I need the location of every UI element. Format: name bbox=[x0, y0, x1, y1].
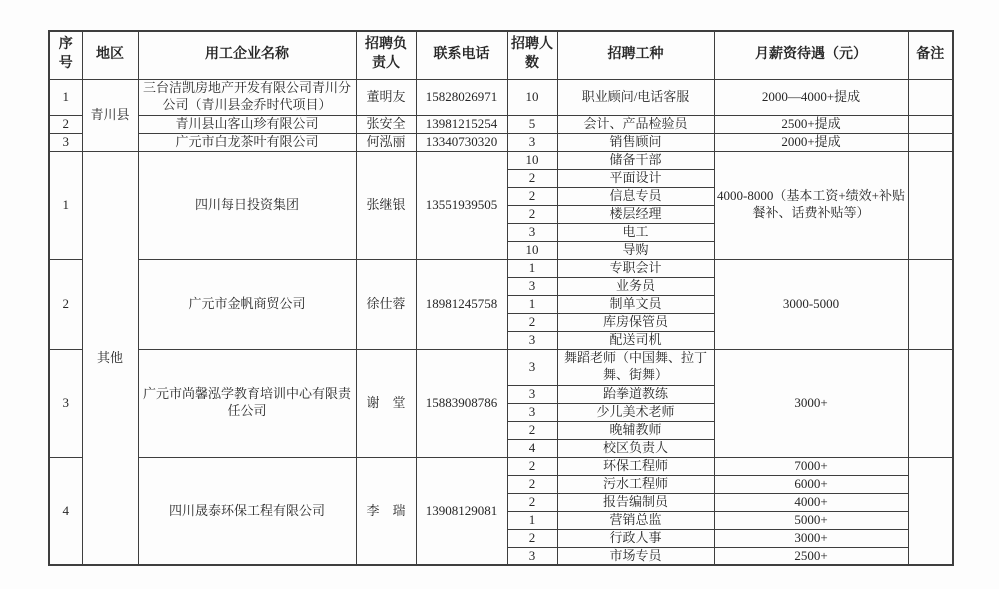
cell-salary: 2000—4000+提成 bbox=[714, 79, 908, 115]
cell-job-title: 专职会计 bbox=[557, 259, 714, 277]
cell-remark bbox=[908, 349, 953, 457]
cell-headcount: 2 bbox=[507, 529, 557, 547]
recruitment-table bbox=[48, 30, 954, 566]
cell-remark bbox=[908, 133, 953, 151]
header-contact: 招聘负责人 bbox=[356, 31, 416, 79]
cell-salary: 2500+提成 bbox=[714, 115, 908, 133]
cell-job-title: 配送司机 bbox=[557, 331, 714, 349]
cell-headcount: 1 bbox=[507, 259, 557, 277]
cell-job-title: 电工 bbox=[557, 223, 714, 241]
cell-headcount: 2 bbox=[507, 205, 557, 223]
cell-job-title: 跆拳道教练 bbox=[557, 385, 714, 403]
cell-job-title: 舞蹈老师（中国舞、拉丁舞、街舞） bbox=[557, 349, 714, 385]
cell-salary: 7000+ bbox=[714, 457, 908, 475]
cell-job-title: 环保工程师 bbox=[557, 457, 714, 475]
cell-salary: 3000+ bbox=[714, 529, 908, 547]
table-row bbox=[49, 115, 953, 133]
cell-job-title: 楼层经理 bbox=[557, 205, 714, 223]
header-job-type: 招聘工种 bbox=[557, 31, 714, 79]
cell-remark bbox=[908, 259, 953, 349]
cell-seq: 2 bbox=[49, 259, 82, 349]
cell-headcount: 2 bbox=[507, 475, 557, 493]
cell-headcount: 3 bbox=[507, 133, 557, 151]
header-count: 招聘人数 bbox=[507, 31, 557, 79]
cell-job-title: 职业顾问/电话客服 bbox=[557, 79, 714, 115]
cell-contact-person: 李 瑞 bbox=[356, 457, 416, 565]
cell-salary: 2500+ bbox=[714, 547, 908, 565]
cell-phone: 13551939505 bbox=[416, 151, 507, 259]
cell-headcount: 10 bbox=[507, 79, 557, 115]
cell-company-name: 三台洁凯房地产开发有限公司青川分公司（青川县金乔时代项目） bbox=[138, 79, 356, 115]
cell-remark bbox=[908, 79, 953, 115]
cell-headcount: 2 bbox=[507, 421, 557, 439]
cell-headcount: 3 bbox=[507, 385, 557, 403]
table-row bbox=[49, 151, 953, 169]
cell-job-title: 制单文员 bbox=[557, 295, 714, 313]
cell-salary: 5000+ bbox=[714, 511, 908, 529]
cell-headcount: 3 bbox=[507, 403, 557, 421]
cell-headcount: 3 bbox=[507, 349, 557, 385]
cell-salary: 2000+提成 bbox=[714, 133, 908, 151]
cell-headcount: 3 bbox=[507, 547, 557, 565]
cell-job-title: 平面设计 bbox=[557, 169, 714, 187]
cell-salary: 3000+ bbox=[714, 349, 908, 457]
cell-headcount: 1 bbox=[507, 511, 557, 529]
cell-job-title: 储备干部 bbox=[557, 151, 714, 169]
header-remark: 备注 bbox=[908, 31, 953, 79]
header-phone: 联系电话 bbox=[416, 31, 507, 79]
cell-job-title: 库房保管员 bbox=[557, 313, 714, 331]
table-row bbox=[49, 457, 953, 475]
cell-salary: 4000-8000（基本工资+绩效+补贴餐补、话费补贴等） bbox=[714, 151, 908, 259]
cell-job-title: 少儿美术老师 bbox=[557, 403, 714, 421]
table-row bbox=[49, 349, 953, 385]
cell-salary: 3000-5000 bbox=[714, 259, 908, 349]
cell-seq: 3 bbox=[49, 349, 82, 457]
cell-headcount: 4 bbox=[507, 439, 557, 457]
cell-region: 其他 bbox=[82, 151, 138, 565]
cell-job-title: 营销总监 bbox=[557, 511, 714, 529]
cell-salary: 6000+ bbox=[714, 475, 908, 493]
cell-headcount: 2 bbox=[507, 457, 557, 475]
cell-headcount: 2 bbox=[507, 313, 557, 331]
cell-company-name: 四川每日投资集团 bbox=[138, 151, 356, 259]
cell-company-name: 青川县山客山珍有限公司 bbox=[138, 115, 356, 133]
cell-remark bbox=[908, 457, 953, 565]
table-row bbox=[49, 133, 953, 151]
cell-job-title: 业务员 bbox=[557, 277, 714, 295]
cell-contact-person: 张安全 bbox=[356, 115, 416, 133]
cell-job-title: 校区负责人 bbox=[557, 439, 714, 457]
cell-job-title: 会计、产品检验员 bbox=[557, 115, 714, 133]
cell-seq: 3 bbox=[49, 133, 82, 151]
table-row bbox=[49, 259, 953, 277]
cell-phone: 13340730320 bbox=[416, 133, 507, 151]
cell-company-name: 广元市白龙茶叶有限公司 bbox=[138, 133, 356, 151]
cell-headcount: 3 bbox=[507, 223, 557, 241]
header-seq: 序号 bbox=[49, 31, 82, 79]
cell-seq: 4 bbox=[49, 457, 82, 565]
cell-headcount: 1 bbox=[507, 295, 557, 313]
cell-headcount: 10 bbox=[507, 151, 557, 169]
header-salary: 月薪资待遇（元） bbox=[714, 31, 908, 79]
header-row bbox=[49, 31, 953, 79]
cell-seq: 1 bbox=[49, 79, 82, 115]
cell-contact-person: 董明友 bbox=[356, 79, 416, 115]
cell-contact-person: 张继银 bbox=[356, 151, 416, 259]
cell-job-title: 晚辅教师 bbox=[557, 421, 714, 439]
cell-headcount: 3 bbox=[507, 331, 557, 349]
cell-job-title: 导购 bbox=[557, 241, 714, 259]
header-company: 用工企业名称 bbox=[138, 31, 356, 79]
cell-headcount: 3 bbox=[507, 277, 557, 295]
cell-phone: 13981215254 bbox=[416, 115, 507, 133]
cell-phone: 13908129081 bbox=[416, 457, 507, 565]
cell-salary: 4000+ bbox=[714, 493, 908, 511]
cell-headcount: 2 bbox=[507, 169, 557, 187]
cell-contact-person: 徐仕蓉 bbox=[356, 259, 416, 349]
cell-remark bbox=[908, 151, 953, 259]
cell-contact-person: 何泓丽 bbox=[356, 133, 416, 151]
cell-contact-person: 谢 堂 bbox=[356, 349, 416, 457]
cell-seq: 2 bbox=[49, 115, 82, 133]
cell-seq: 1 bbox=[49, 151, 82, 259]
recruitment-sheet bbox=[48, 30, 954, 566]
cell-phone: 18981245758 bbox=[416, 259, 507, 349]
cell-region: 青川县 bbox=[82, 79, 138, 151]
cell-job-title: 行政人事 bbox=[557, 529, 714, 547]
header-region: 地区 bbox=[82, 31, 138, 79]
cell-headcount: 2 bbox=[507, 187, 557, 205]
cell-remark bbox=[908, 115, 953, 133]
cell-job-title: 市场专员 bbox=[557, 547, 714, 565]
cell-job-title: 销售顾问 bbox=[557, 133, 714, 151]
cell-company-name: 广元市尚馨泓学教育培训中心有限责任公司 bbox=[138, 349, 356, 457]
cell-job-title: 报告编制员 bbox=[557, 493, 714, 511]
cell-headcount: 5 bbox=[507, 115, 557, 133]
cell-job-title: 污水工程师 bbox=[557, 475, 714, 493]
cell-headcount: 2 bbox=[507, 493, 557, 511]
cell-company-name: 广元市金帆商贸公司 bbox=[138, 259, 356, 349]
cell-company-name: 四川晟泰环保工程有限公司 bbox=[138, 457, 356, 565]
cell-phone: 15883908786 bbox=[416, 349, 507, 457]
cell-job-title: 信息专员 bbox=[557, 187, 714, 205]
cell-phone: 15828026971 bbox=[416, 79, 507, 115]
table-row bbox=[49, 79, 953, 115]
cell-headcount: 10 bbox=[507, 241, 557, 259]
